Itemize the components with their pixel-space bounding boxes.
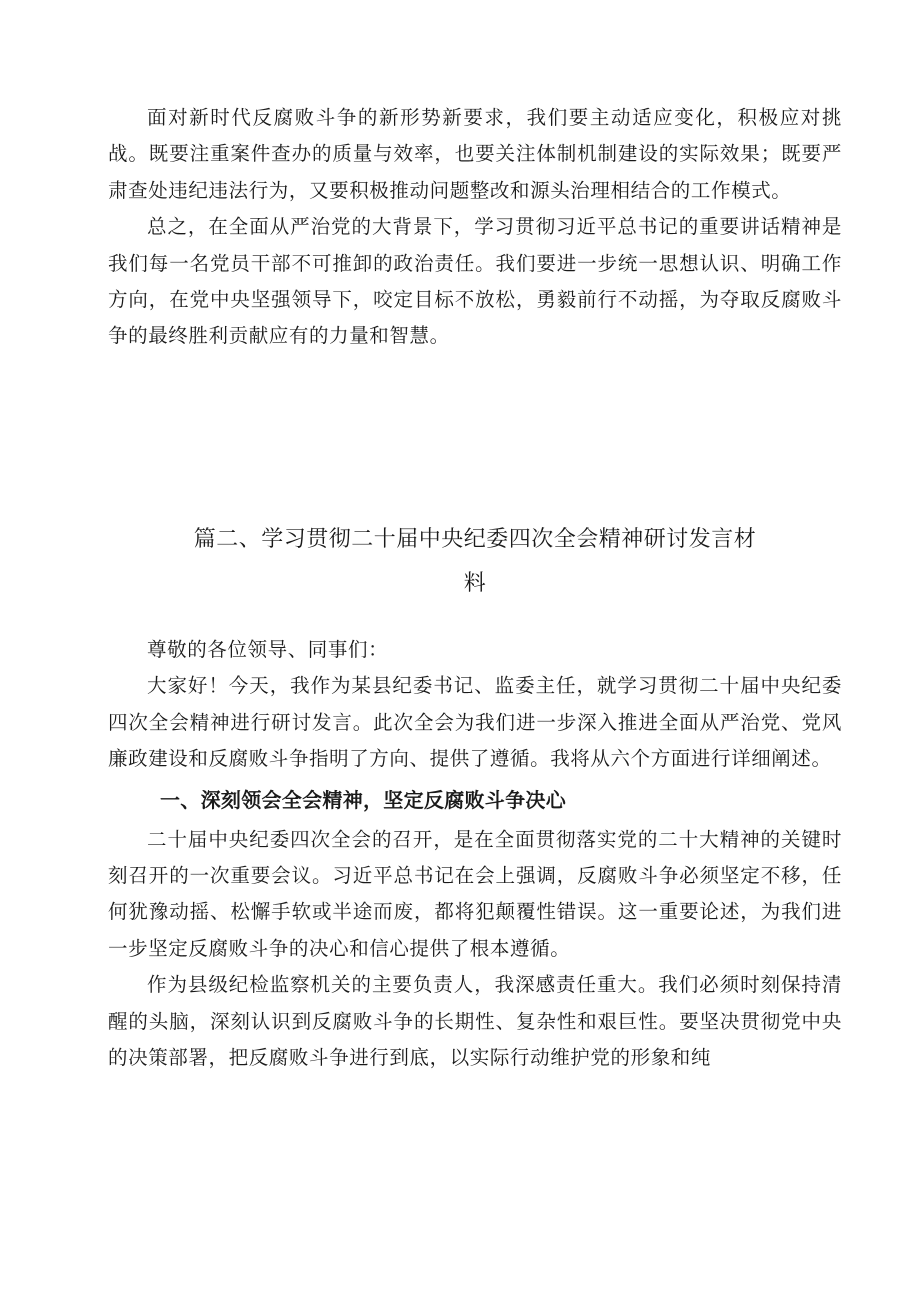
paragraph-challenges: 面对新时代反腐败斗争的新形势新要求，我们要主动适应变化，积极应对挑战。既要注重案件查办的质量与效率，也要关注体制机制建设的实际效果；既要严肃查处违纪违法行为，又要积极推动问题整改和源头治理相结合的工作模式。	[108, 106, 842, 202]
salutation: 尊敬的各位领导、同事们：	[147, 638, 389, 661]
paragraph-plenary: 二十届中央纪委四次全会的召开，是在全面贯彻落实党的二十大精神的关键时刻召开的一次重要会议。习近平总书记在会上强调，反腐败斗争必须坚定不移，任何犹豫动摇、松懈手软或半途而废，都将犯颠覆性错误。这一重要论述，为我们进一步坚定反腐败斗争的决心和信心提供了根本遵循。	[108, 827, 842, 960]
section-1	[108, 100, 842, 355]
article-title-line-1: 篇二、学习贯彻二十届中央纪委四次全会精神研讨发言材	[193, 527, 757, 553]
article-title	[108, 518, 842, 606]
paragraph-intro: 大家好！今天，我作为某县纪委书记、监委主任，就学习贯彻二十届中央纪委四次全会精神进行研讨发言。此次全会为我们进一步深入推进全面从严治党、党风廉政建设和反腐败斗争指明了方向、提供了遵循。我将从六个方面进行详细阐述。	[108, 674, 842, 771]
section-2	[108, 632, 842, 1076]
article-title-line-2: 料	[463, 571, 487, 597]
paragraph-responsibility: 作为县级纪检监察机关的主要负责人，我深感责任重大。我们必须时刻保持清醒的头脑，深刻认识到反腐败斗争的长期性、复杂性和艰巨性。要坚决贯彻党中央的决策部署，把反腐败斗争进行到底，以实际行动维护党的形象和纯	[108, 973, 842, 1070]
section-heading-1: 一、深刻领会全会精神，坚定反腐败斗争决心	[160, 787, 566, 812]
paragraph-conclusion: 总之，在全面从严治党的大背景下，学习贯彻习近平总书记的重要讲话精神是我们每一名党员干部不可推卸的政治责任。我们要进一步统一思想认识、明确工作方向，在党中央坚强领导下，咬定目标不放松，勇毅前行不动摇，为夺取反腐败斗争的最终胜利贡献应有的力量和智慧。	[108, 215, 842, 348]
